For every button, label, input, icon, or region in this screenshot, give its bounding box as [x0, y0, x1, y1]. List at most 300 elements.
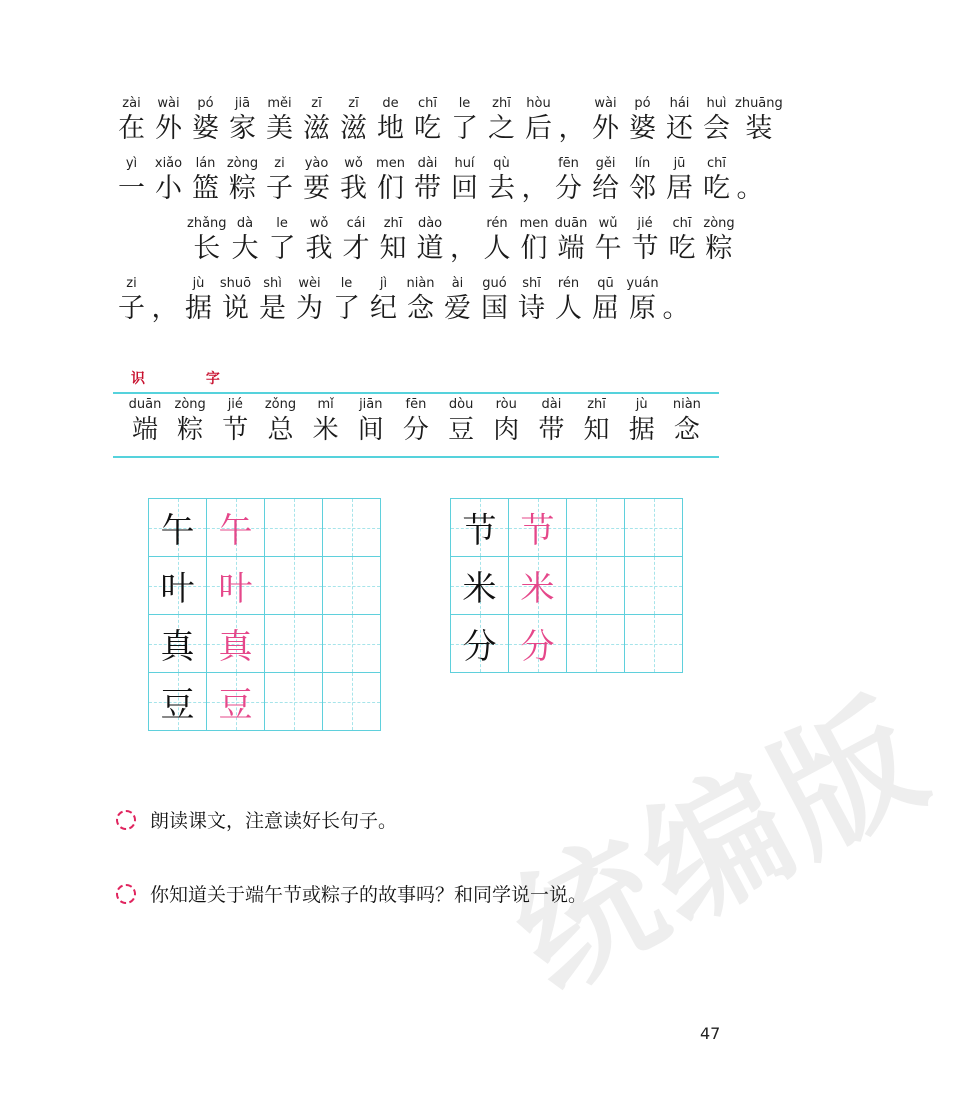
- ruby-char: [446, 96, 483, 146]
- hanzi: 才: [342, 233, 370, 264]
- hanzi: 说: [222, 293, 249, 324]
- ruby-char: [698, 96, 735, 146]
- hanzi: 回: [451, 173, 478, 204]
- model-char: 叶: [160, 569, 195, 609]
- new-char: [304, 397, 348, 447]
- ruby-char: [328, 276, 365, 326]
- grid-cell: [509, 615, 567, 673]
- pinyin: wài: [594, 96, 617, 111]
- hanzi: 了: [333, 293, 360, 324]
- hanzi: 长: [193, 233, 221, 264]
- grid-cell[interactable]: [323, 673, 381, 731]
- pinyin: yì: [125, 156, 138, 171]
- hanzi: 给: [592, 173, 619, 204]
- pinyin: zhǎng: [187, 216, 227, 231]
- pinyin: dài: [417, 156, 438, 171]
- pinyin: zī: [348, 96, 359, 111]
- ruby-char: [735, 96, 783, 146]
- hanzi: 米: [312, 415, 339, 445]
- task-1: [116, 806, 397, 833]
- ruby-char: [187, 96, 224, 146]
- hanzi: 节: [631, 233, 659, 264]
- grid-cell: [207, 499, 265, 557]
- ruby-char: [291, 276, 328, 326]
- hanzi: 们: [520, 233, 548, 264]
- grid-cell: [207, 615, 265, 673]
- ruby-char: [335, 96, 372, 146]
- ruby-char: [365, 276, 402, 326]
- pinyin: dà: [236, 216, 254, 231]
- hanzi: 原: [629, 293, 656, 324]
- new-char: [575, 397, 619, 447]
- hanzi: 了: [268, 233, 296, 264]
- trace-char: 豆: [218, 685, 253, 725]
- pinyin: zài: [122, 96, 141, 111]
- ruby-char: [335, 156, 372, 206]
- ruby-char: [217, 276, 254, 326]
- section-label: 识 字: [131, 371, 248, 387]
- pinyin: zhī: [383, 216, 403, 231]
- pinyin: le: [340, 276, 353, 291]
- ruby-char: [150, 156, 187, 206]
- grid-row: [149, 557, 381, 615]
- grid-cell: [509, 557, 567, 615]
- ruby-char: [224, 156, 261, 206]
- pinyin: zòng: [703, 216, 735, 231]
- hanzi: 子: [118, 293, 145, 324]
- grid-cell: [509, 499, 567, 557]
- grid-cell: [207, 673, 265, 731]
- grid-cell[interactable]: [265, 673, 323, 731]
- hanzi: 。: [736, 173, 764, 204]
- ruby-char: [298, 156, 335, 206]
- task-2-text: 你知道关于端午节或粽子的故事吗？和同学说一说。: [150, 884, 588, 906]
- ruby-char: [624, 276, 661, 326]
- ruby-char: [520, 96, 557, 146]
- hanzi: 端: [131, 415, 158, 445]
- hanzi: 节: [222, 415, 249, 445]
- pinyin: men: [376, 156, 405, 171]
- task-1-text: 朗读课文，注意读好长句子。: [150, 810, 398, 832]
- pinyin: dào: [417, 216, 443, 231]
- writing-grid-right: [450, 498, 683, 673]
- pinyin: gěi: [595, 156, 616, 171]
- pinyin: yuán: [626, 276, 659, 291]
- ruby-char: [113, 276, 150, 326]
- pinyin: jì: [379, 276, 388, 291]
- pinyin: ròu: [495, 397, 517, 412]
- pinyin: zhī: [492, 96, 511, 111]
- divider-top: [113, 392, 719, 394]
- ruby-char: [661, 156, 698, 206]
- page-number: 47: [700, 1024, 721, 1043]
- ruby-char: [261, 156, 298, 206]
- ruby-char: [476, 276, 513, 326]
- ruby-char: [483, 96, 520, 146]
- ruby-char: [372, 156, 409, 206]
- grid-cell: [149, 673, 207, 731]
- grid-cell: [451, 615, 509, 673]
- new-char: [258, 397, 302, 447]
- pinyin: měi: [267, 96, 292, 111]
- pinyin: jié: [637, 216, 653, 231]
- divider-bottom: [113, 456, 719, 458]
- grid-cell[interactable]: [567, 499, 625, 557]
- pinyin: wǒ: [344, 156, 363, 171]
- pinyin: wǒ: [309, 216, 329, 231]
- trace-char: 叶: [218, 569, 253, 609]
- pinyin: jù: [192, 276, 205, 291]
- trace-char: 真: [218, 627, 253, 667]
- ruby-char: [587, 156, 624, 206]
- ruby-char: [264, 216, 301, 266]
- pinyin: yào: [304, 156, 329, 171]
- hanzi: 婆: [192, 113, 219, 144]
- ruby-char: [553, 216, 590, 266]
- pinyin: mǐ: [317, 397, 334, 412]
- ruby-char: [187, 156, 224, 206]
- hanzi: 在: [118, 113, 145, 144]
- model-char: 豆: [160, 685, 195, 725]
- grid-cell[interactable]: [323, 615, 381, 673]
- new-char: [213, 397, 257, 447]
- hanzi: 总: [267, 415, 294, 445]
- pinyin: zòng: [174, 397, 206, 412]
- passage-line-2: [113, 156, 765, 206]
- new-characters-row: [113, 397, 719, 447]
- grid-cell[interactable]: [323, 499, 381, 557]
- grid-cell[interactable]: [265, 499, 323, 557]
- pinyin: cái: [346, 216, 366, 231]
- new-char: [439, 397, 483, 447]
- ruby-char: [150, 276, 180, 326]
- pinyin: ài: [451, 276, 464, 291]
- hanzi: 带: [538, 415, 565, 445]
- pinyin: chī: [418, 96, 437, 111]
- new-char: [620, 397, 664, 447]
- hanzi: 一: [118, 173, 145, 204]
- pinyin: jù: [635, 397, 648, 412]
- trace-char: 分: [520, 627, 555, 667]
- pinyin: rén: [486, 216, 508, 231]
- pinyin: duān: [128, 397, 162, 412]
- hanzi: 地: [377, 113, 404, 144]
- trace-char: 节: [520, 511, 555, 551]
- hanzi: 小: [155, 173, 182, 204]
- pinyin: duān: [554, 216, 588, 231]
- passage-line-1: [113, 96, 783, 146]
- ruby-char: [409, 156, 446, 206]
- hanzi: 粽: [229, 173, 256, 204]
- grid-cell: [451, 557, 509, 615]
- ruby-char: [446, 156, 483, 206]
- ruby-char: [187, 216, 227, 266]
- pinyin: le: [458, 96, 471, 111]
- hanzi: 纪: [370, 293, 397, 324]
- pinyin: zi: [274, 156, 285, 171]
- pinyin: niàn: [672, 397, 701, 412]
- hanzi: 子: [266, 173, 293, 204]
- pinyin: zǒng: [264, 397, 297, 412]
- hanzi: 吃: [668, 233, 696, 264]
- ruby-char: [402, 276, 439, 326]
- ruby-char: [513, 276, 550, 326]
- ruby-char: [338, 216, 375, 266]
- ruby-char: [375, 216, 412, 266]
- pinyin: xiǎo: [154, 156, 183, 171]
- hanzi: 屈: [592, 293, 619, 324]
- watermark: 统编版: [489, 671, 953, 1022]
- ruby-char: [449, 216, 479, 266]
- hanzi: 邻: [629, 173, 656, 204]
- hanzi: 人: [483, 233, 511, 264]
- hanzi: 滋: [340, 113, 367, 144]
- grid-cell: [207, 557, 265, 615]
- hanzi: ，: [151, 293, 179, 324]
- hanzi: 粽: [705, 233, 733, 264]
- grid-cell[interactable]: [567, 615, 625, 673]
- pinyin: wèi: [298, 276, 321, 291]
- hanzi: 人: [555, 293, 582, 324]
- new-char: [123, 397, 167, 447]
- hanzi: 后: [525, 113, 552, 144]
- hanzi: 粽: [177, 415, 204, 445]
- hanzi: 们: [377, 173, 404, 204]
- new-char: [349, 397, 393, 447]
- pinyin: fēn: [405, 397, 427, 412]
- grid-cell[interactable]: [265, 557, 323, 615]
- ruby-char: [590, 216, 627, 266]
- ruby-char: [227, 216, 264, 266]
- pinyin: pó: [634, 96, 651, 111]
- pinyin: jiā: [234, 96, 251, 111]
- passage-line-4: [113, 276, 691, 326]
- grid-cell: [149, 499, 207, 557]
- grid-row: [451, 499, 683, 557]
- hanzi: 居: [666, 173, 693, 204]
- pinyin: zi: [126, 276, 137, 291]
- hanzi: 端: [557, 233, 585, 264]
- ruby-char: [550, 156, 587, 206]
- hanzi: 我: [305, 233, 333, 264]
- pinyin: shī: [522, 276, 541, 291]
- hanzi: 知: [379, 233, 407, 264]
- hanzi: 去: [488, 173, 515, 204]
- ruby-char: [624, 156, 661, 206]
- new-char: [529, 397, 573, 447]
- pinyin: de: [382, 96, 399, 111]
- hanzi: 会: [703, 113, 730, 144]
- ruby-char: [735, 156, 765, 206]
- hanzi: 外: [592, 113, 619, 144]
- pinyin: hòu: [526, 96, 551, 111]
- hanzi: 之: [488, 113, 515, 144]
- hanzi: 。: [662, 293, 690, 324]
- hanzi: 要: [303, 173, 330, 204]
- hanzi: 分: [555, 173, 582, 204]
- hanzi: 据: [185, 293, 212, 324]
- hanzi: 滋: [303, 113, 330, 144]
- grid-cell[interactable]: [567, 557, 625, 615]
- ruby-char: [261, 96, 298, 146]
- pinyin: niàn: [406, 276, 435, 291]
- hanzi: 带: [414, 173, 441, 204]
- hanzi: 了: [451, 113, 478, 144]
- new-char: [484, 397, 528, 447]
- pinyin: hái: [669, 96, 690, 111]
- pinyin: jiān: [359, 397, 383, 412]
- hanzi: 美: [266, 113, 293, 144]
- ruby-char: [224, 96, 261, 146]
- grid-cell[interactable]: [265, 615, 323, 673]
- ruby-char: [301, 216, 338, 266]
- hanzi: ，: [450, 233, 478, 264]
- ruby-char: [587, 96, 624, 146]
- dashed-circle-icon: [116, 884, 136, 904]
- pinyin: chī: [707, 156, 726, 171]
- trace-char: 米: [520, 569, 555, 609]
- pinyin: huì: [706, 96, 727, 111]
- hanzi: 大: [231, 233, 259, 264]
- ruby-char: [627, 216, 664, 266]
- ruby-char: [516, 216, 553, 266]
- pinyin: chī: [672, 216, 692, 231]
- pinyin: wǔ: [598, 216, 618, 231]
- grid-cell: [149, 557, 207, 615]
- ruby-char: [664, 216, 701, 266]
- model-char: 分: [462, 627, 497, 667]
- hanzi: 午: [594, 233, 622, 264]
- ruby-char: [587, 276, 624, 326]
- model-char: 真: [160, 627, 195, 667]
- hanzi: 念: [407, 293, 434, 324]
- hanzi: ，: [558, 113, 586, 144]
- ruby-char: [550, 276, 587, 326]
- ruby-char: [661, 276, 691, 326]
- hanzi: 爱: [444, 293, 471, 324]
- hanzi: 肉: [493, 415, 520, 445]
- pinyin: dòu: [448, 397, 474, 412]
- new-char: [394, 397, 438, 447]
- pinyin: le: [276, 216, 288, 231]
- pinyin: pó: [197, 96, 214, 111]
- new-char: [665, 397, 709, 447]
- hanzi: 为: [296, 293, 323, 324]
- pinyin: huí: [454, 156, 475, 171]
- ruby-char: [479, 216, 516, 266]
- task-2: [116, 880, 587, 907]
- grid-cell[interactable]: [625, 557, 683, 615]
- grid-row: [451, 557, 683, 615]
- ruby-char: [483, 156, 520, 206]
- grid-row: [149, 499, 381, 557]
- pinyin: rén: [557, 276, 580, 291]
- hanzi: 知: [583, 415, 610, 445]
- grid-cell: [451, 499, 509, 557]
- model-char: 午: [160, 511, 195, 551]
- ruby-char: [254, 276, 291, 326]
- hanzi: 吃: [703, 173, 730, 204]
- hanzi: 诗: [518, 293, 545, 324]
- ruby-char: [698, 156, 735, 206]
- ruby-char: [439, 276, 476, 326]
- pinyin: zhī: [587, 397, 606, 412]
- writing-grid-left: [148, 498, 381, 731]
- hanzi: 念: [673, 415, 700, 445]
- trace-char: 午: [218, 511, 253, 551]
- pinyin: shì: [263, 276, 282, 291]
- grid-cell[interactable]: [625, 499, 683, 557]
- hanzi: 间: [357, 415, 384, 445]
- pinyin: dài: [541, 397, 562, 412]
- ruby-char: [520, 156, 550, 206]
- dashed-circle-icon: [116, 810, 136, 830]
- pinyin: qū: [597, 276, 614, 291]
- hanzi: 外: [155, 113, 182, 144]
- pinyin: lán: [195, 156, 216, 171]
- ruby-char: [661, 96, 698, 146]
- hanzi: 装: [745, 113, 773, 144]
- pinyin: lín: [634, 156, 651, 171]
- hanzi: 国: [481, 293, 508, 324]
- model-char: 节: [462, 511, 497, 551]
- grid-cell[interactable]: [625, 615, 683, 673]
- pinyin: jié: [227, 397, 243, 412]
- pinyin: zī: [311, 96, 322, 111]
- grid-cell: [149, 615, 207, 673]
- hanzi: 吃: [414, 113, 441, 144]
- hanzi: 分: [402, 415, 429, 445]
- pinyin: zhuāng: [735, 96, 783, 111]
- hanzi: 家: [229, 113, 256, 144]
- pinyin: men: [519, 216, 549, 231]
- hanzi: 是: [259, 293, 286, 324]
- ruby-char: [701, 216, 738, 266]
- pinyin: qù: [493, 156, 510, 171]
- grid-row: [149, 615, 381, 673]
- pinyin: shuō: [219, 276, 252, 291]
- pinyin: fēn: [558, 156, 579, 171]
- hanzi: 豆: [448, 415, 475, 445]
- ruby-char: [180, 276, 217, 326]
- pinyin: zòng: [226, 156, 259, 171]
- hanzi: 还: [666, 113, 693, 144]
- grid-row: [149, 673, 381, 731]
- ruby-char: [150, 96, 187, 146]
- hanzi: 道: [416, 233, 444, 264]
- ruby-char: [412, 216, 449, 266]
- ruby-char: [372, 96, 409, 146]
- ruby-char: [624, 96, 661, 146]
- model-char: 米: [462, 569, 497, 609]
- ruby-char: [298, 96, 335, 146]
- hanzi: 篮: [192, 173, 219, 204]
- hanzi: 据: [628, 415, 655, 445]
- grid-cell[interactable]: [323, 557, 381, 615]
- ruby-char: [557, 96, 587, 146]
- hanzi: 婆: [629, 113, 656, 144]
- ruby-char: [113, 156, 150, 206]
- hanzi: ，: [521, 173, 549, 204]
- ruby-char: [409, 96, 446, 146]
- pinyin: jū: [673, 156, 686, 171]
- pinyin: guó: [482, 276, 507, 291]
- passage-line-3: [187, 216, 738, 266]
- new-char: [168, 397, 212, 447]
- ruby-char: [113, 96, 150, 146]
- hanzi: 我: [340, 173, 367, 204]
- pinyin: wài: [157, 96, 180, 111]
